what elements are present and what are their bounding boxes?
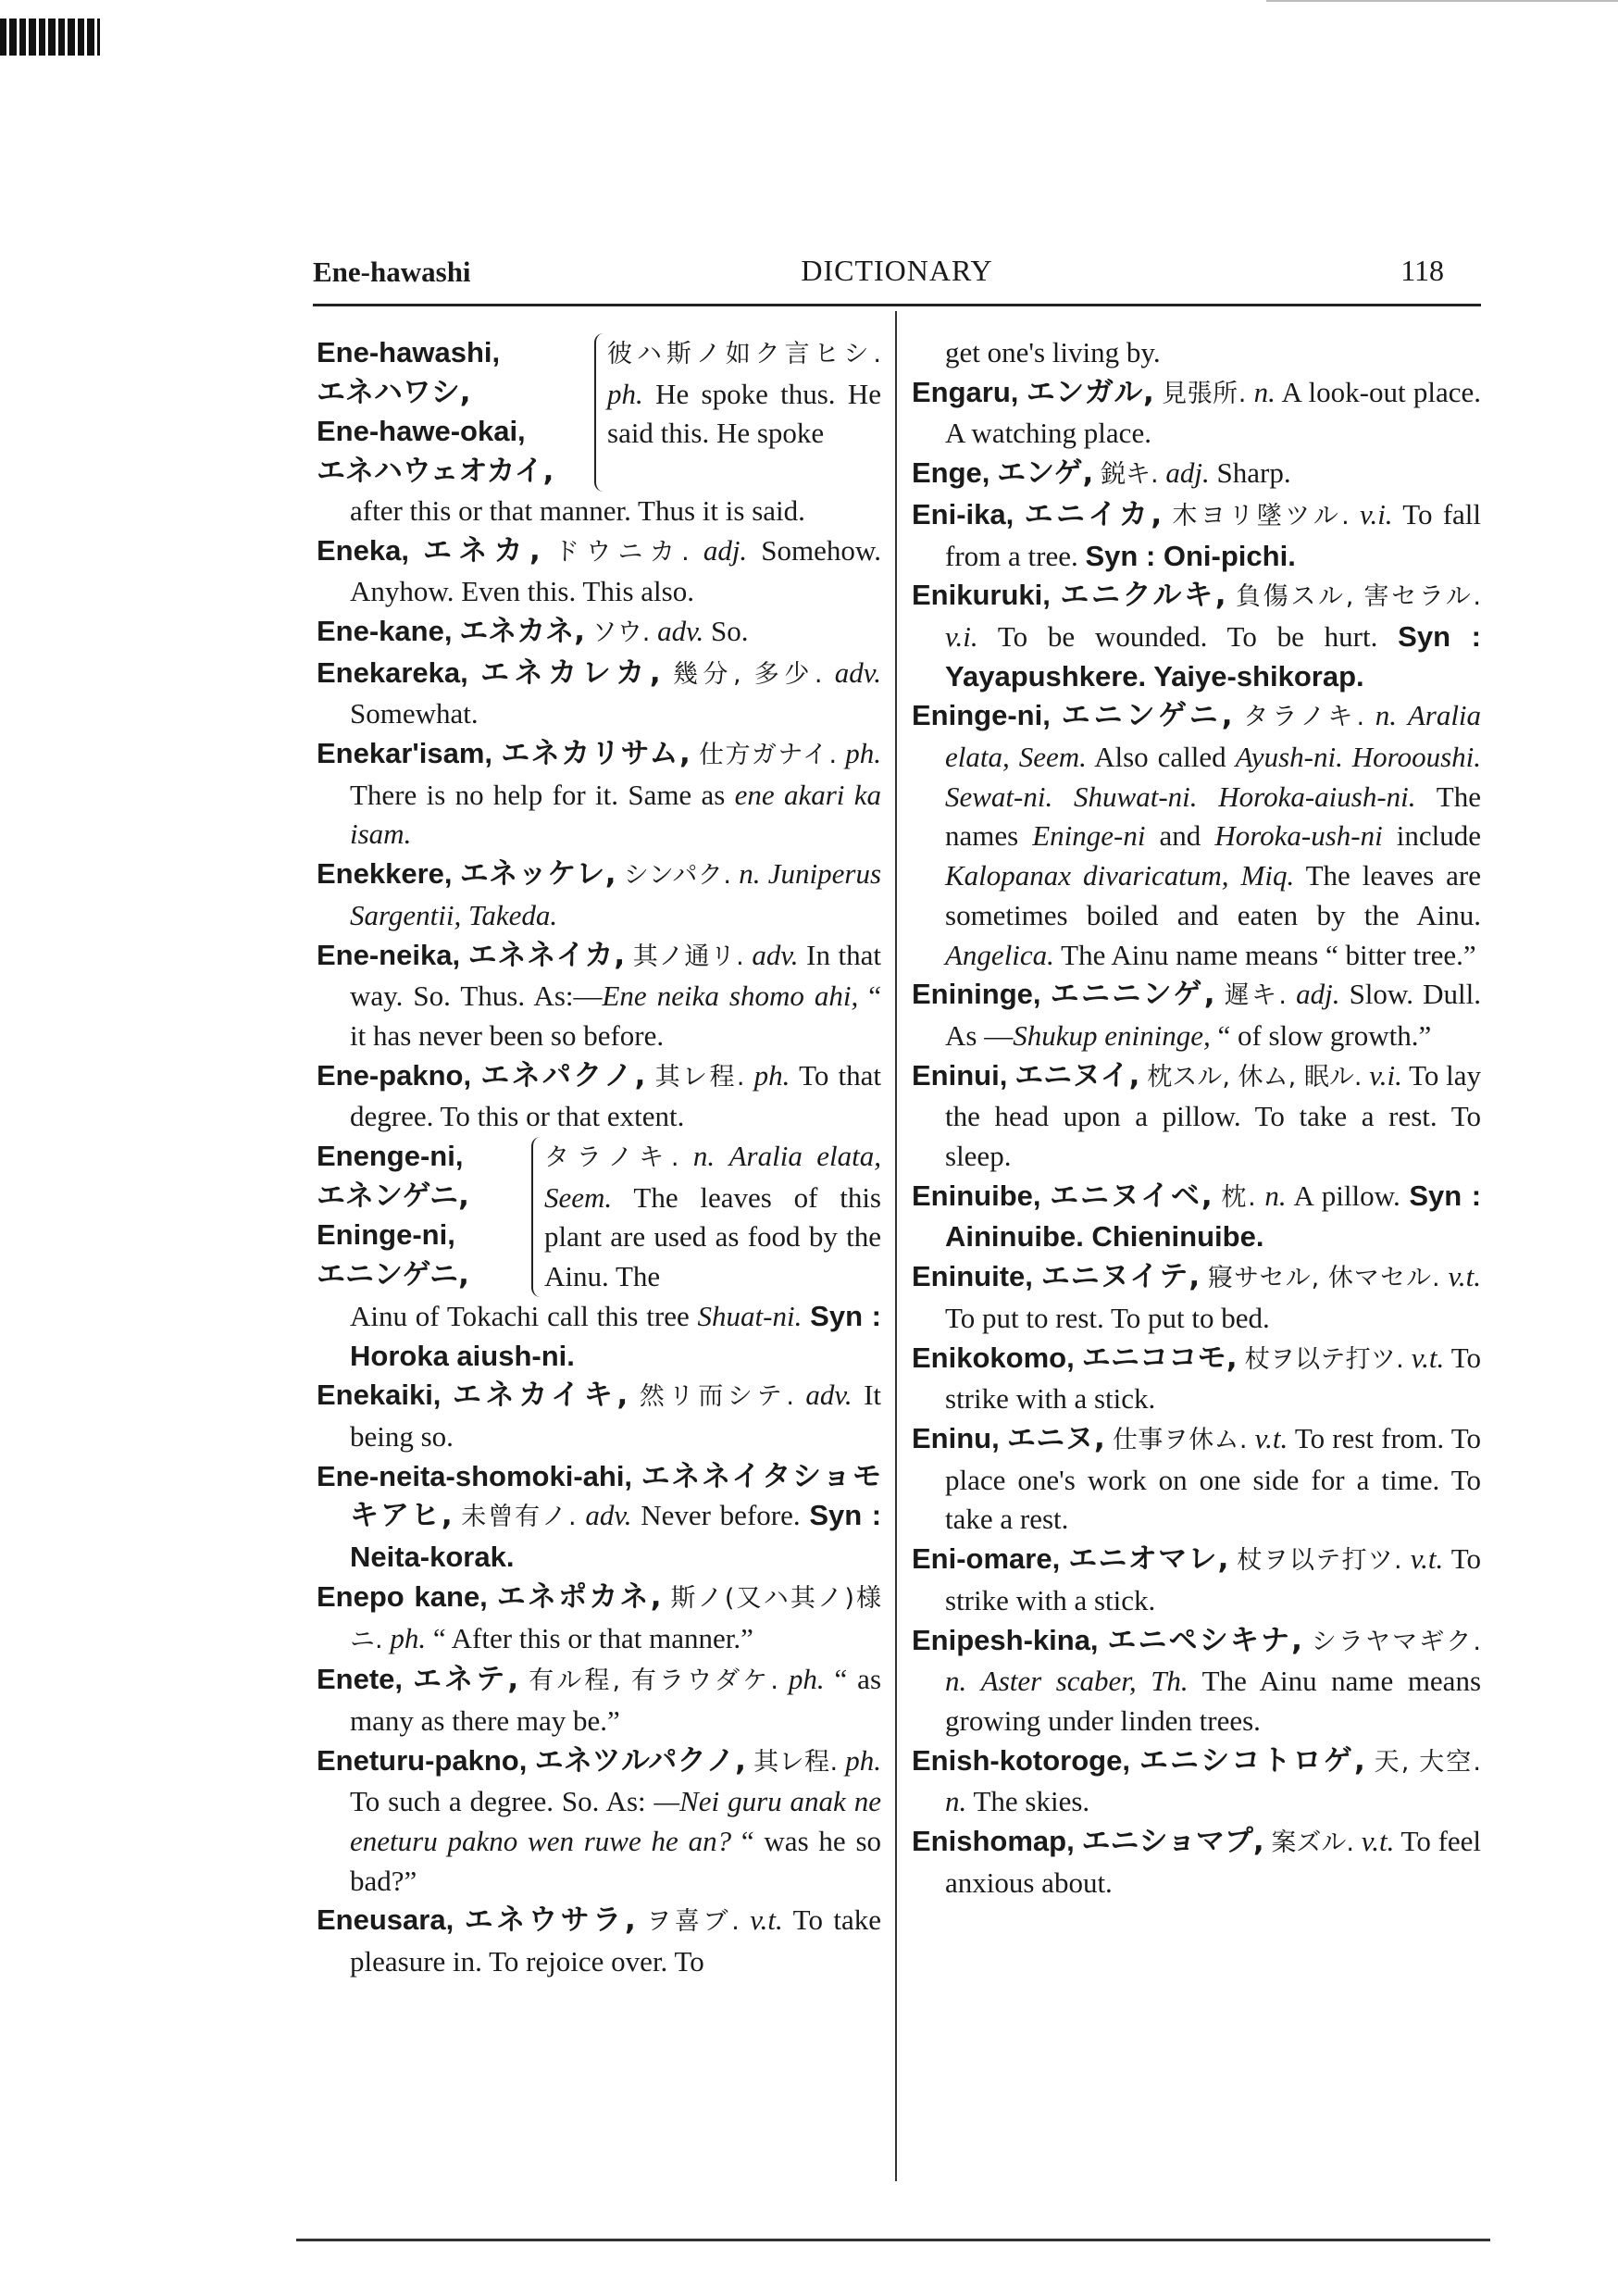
example-translation: “ of slow growth.” (1217, 1018, 1432, 1052)
part-of-speech: ph. (845, 1743, 882, 1777)
headword-kana: エネツルパクノ, (534, 1743, 746, 1778)
part-of-speech: ph. (845, 737, 882, 770)
japanese-gloss: ソウ. (591, 618, 651, 647)
entry-enipesh-kina (912, 1621, 1481, 1741)
definition: The Ainu name means “ bitter tree.” (1061, 938, 1476, 971)
headword: Enish-kotoroge, (912, 1743, 1130, 1777)
japanese-gloss: 幾分, 多少. (672, 659, 823, 689)
headword-kana: エネカ, (423, 533, 541, 568)
synonym: Syn : Yayapushkere. Yaiye-shikorap. (945, 619, 1481, 693)
headword: Enikuruki, (912, 579, 1051, 612)
japanese-gloss: 其レ程. (654, 1062, 745, 1092)
definition: “ as many as there may be.” (350, 1663, 882, 1737)
definition-continued (317, 1297, 881, 1376)
definition: To fall from a tree. (945, 497, 1482, 572)
scientific-name: Juniperus Sargentii, Takeda. (350, 857, 882, 931)
headword: Ene-hawashi, (317, 336, 501, 368)
japanese-gloss: 寢サセル, 休マセル. (1207, 1264, 1440, 1293)
headword-kana: エンガル, (1026, 375, 1154, 409)
scientific-name: Kalopanax divaricatum, Miq. (945, 859, 1295, 892)
definition: So. (711, 614, 749, 647)
headword: Enekareka, (317, 655, 468, 689)
headword-kana: エネパクノ, (480, 1058, 646, 1092)
example: Ene neika shomo ahi, (602, 980, 859, 1013)
footer-rule-gap (176, 2239, 296, 2241)
definition: To strike with a stick. (945, 1542, 1482, 1616)
headword: Eninge-ni, (317, 1218, 455, 1252)
entry-enekkere (317, 855, 881, 935)
entry-enekar-isam (317, 734, 881, 855)
entry-eninuite (912, 1257, 1481, 1338)
brace-definition (531, 1137, 881, 1297)
part-of-speech: v.t. (750, 1903, 783, 1937)
definition: To feel anxious about. (945, 1825, 1482, 1899)
headword-kana: エニイカ, (1024, 497, 1163, 531)
headword-kana: エネカレカ, (480, 655, 661, 690)
top-edge-rule (1266, 0, 1618, 2)
headword-kana: エニショマプ, (1081, 1825, 1264, 1859)
japanese-gloss: 未曾有ノ. (461, 1503, 577, 1532)
japanese-gloss: 木ヨリ墜ツル. (1172, 501, 1350, 530)
headword-kana: エニココモ, (1081, 1341, 1238, 1375)
headword: Eni-ika, (912, 497, 1014, 530)
headword-kana: エネカリサム, (501, 737, 691, 771)
japanese-gloss: 仕方ガナイ. (698, 741, 838, 770)
part-of-speech: v.t. (1448, 1260, 1482, 1293)
headword-kana: エニクルキ, (1060, 579, 1226, 613)
headword-kana: エニヌイベ, (1050, 1179, 1213, 1213)
definition: It being so. (350, 1379, 882, 1453)
footer-rule (176, 2239, 1490, 2241)
part-of-speech: n. (945, 1665, 967, 1698)
definition: The skies. (973, 1785, 1090, 1818)
entry-ene-neita-shomoki-ahi (317, 1457, 881, 1578)
headword: Eninuibe, (912, 1179, 1041, 1212)
part-of-speech: adv. (834, 655, 882, 689)
synonym: Syn : Horoka aiush-ni. (350, 1299, 882, 1372)
entry-eninge-ni (912, 696, 1481, 975)
definition: A pillow. (1293, 1179, 1400, 1212)
headword-kana: エネンゲニ, (317, 1179, 469, 1213)
japanese-gloss: 斯ノ(又ハ其ノ)様ニ. (350, 1583, 882, 1654)
header-guide-word: Ene-hawashi (313, 256, 471, 288)
scientific-name: Aster scaber, Th. (980, 1665, 1189, 1698)
japanese-gloss: 杖ヲ以テ打ツ. (1237, 1546, 1402, 1576)
definition: Ainu of Tokachi call this tree (350, 1299, 690, 1332)
japanese-gloss: 鋭キ. (1101, 460, 1159, 490)
scientific-name: Angelica. (945, 938, 1054, 971)
brace-definition (594, 333, 881, 492)
headword: Eneusara, (317, 1903, 454, 1937)
part-of-speech: adv. (585, 1499, 632, 1532)
japanese-gloss: 見張所. (1162, 379, 1247, 408)
headword: Ene-hawe-okai, (317, 415, 526, 448)
headword-kana: エニヌ, (1006, 1421, 1105, 1455)
headword-kana: エネッケレ, (459, 857, 616, 892)
headword: Eneka, (317, 533, 409, 567)
example-translation: “ it has never been so before. (350, 980, 882, 1052)
definition: To put to rest. To put to bed. (945, 1301, 1270, 1334)
part-of-speech: adv. (752, 938, 799, 971)
japanese-gloss: 彼ハ斯ノ如ク言ヒシ. (607, 340, 881, 368)
header-rule (313, 304, 1481, 306)
headword-kana: エネウサラ, (464, 1903, 636, 1938)
japanese-gloss: タラノキ. (1243, 703, 1365, 732)
headword-kana: エネポカネ, (496, 1579, 662, 1614)
headword-kana: エンゲ, (997, 456, 1094, 491)
headword: Eneturu-pakno, (317, 1743, 528, 1777)
entry-ene-hawashi (317, 333, 881, 492)
entry-enete (317, 1660, 881, 1741)
headword-kana: エネハウェオカイ, (317, 455, 554, 489)
part-of-speech: adv. (657, 614, 704, 647)
definition: “ After this or that manner.” (432, 1621, 753, 1654)
part-of-speech: n. (945, 1785, 967, 1818)
definition: There is no help for it. Same as (350, 778, 726, 811)
part-of-speech: n. (1253, 375, 1276, 408)
definition: The leaves of this plant are used as food by the Ainu. The (544, 1180, 881, 1293)
definition: include (1396, 819, 1482, 853)
japanese-gloss: ヲ喜ブ. (646, 1907, 740, 1937)
headword-kana: エニヌイテ, (1040, 1260, 1201, 1294)
definition: He spoke thus. He said this. He spoke (607, 377, 882, 450)
brace-headwords (317, 1137, 531, 1297)
part-of-speech: n. (1375, 699, 1398, 732)
entry-eni-ika (912, 495, 1481, 576)
part-of-speech: v.i. (945, 619, 978, 653)
headword: Enepo kane, (317, 1579, 488, 1613)
definition: To rest from. To place one's work on one side for a time. To take a rest. (945, 1421, 1481, 1536)
part-of-speech: v.t. (1254, 1421, 1288, 1454)
japanese-gloss: 負傷スル, 害セラル. (1235, 582, 1482, 612)
japanese-gloss: 然リ而シテ. (639, 1382, 794, 1412)
headword: Enipesh-kina, (912, 1623, 1099, 1656)
cross-reference: ene akari ka isam. (350, 778, 881, 851)
entry-enenge-ni (317, 1137, 881, 1297)
definition: In that way. So. Thus. As:— (350, 938, 882, 1013)
headword-kana: エネカイキ, (452, 1379, 629, 1413)
headword-kana: エネネイカ, (467, 938, 626, 972)
entry-eninui (912, 1056, 1481, 1177)
synonym: Syn : Neita-korak. (350, 1499, 882, 1574)
part-of-speech: adj. (1296, 978, 1340, 1011)
entry-enepo-kane (317, 1578, 881, 1660)
headword: Enekar'isam, (317, 737, 493, 770)
japanese-gloss: 有ル程, 有ラウダケ. (529, 1666, 778, 1696)
japanese-gloss: 其レ程. (753, 1747, 839, 1777)
entry-ene-neika (317, 936, 881, 1056)
part-of-speech: v.t. (1361, 1825, 1395, 1858)
entry-enishomap (912, 1822, 1481, 1903)
part-of-speech: v.i. (1369, 1058, 1402, 1092)
example-translation: “ was he so bad?” (350, 1825, 882, 1897)
part-of-speech: n. (739, 857, 761, 891)
column-divider (895, 311, 897, 2181)
definition: Somewhat. (350, 697, 479, 730)
name-reference: Horoka-ush-ni (1214, 819, 1383, 853)
local-name: Shuat-ni. (697, 1299, 803, 1332)
headword: Enge, (912, 456, 990, 490)
left-column (317, 333, 881, 1982)
headword: Engaru, (912, 375, 1019, 408)
definition: To take pleasure in. To rejoice over. To (350, 1903, 881, 1978)
headword-kana: エネハワシ, (317, 375, 471, 409)
headword-kana: エニンゲニ, (317, 1258, 469, 1292)
headword: Ene-neita-shomoki-ahi, (317, 1459, 633, 1492)
japanese-gloss: 仕事ヲ休ム. (1112, 1425, 1248, 1454)
brace-headwords (317, 333, 594, 492)
headword-kana: エニオマレ, (1068, 1542, 1229, 1577)
headword-kana: エニニンゲ, (1050, 978, 1215, 1012)
entry-enish-kotoroge (912, 1741, 1481, 1822)
headword: Eninuite, (912, 1260, 1033, 1293)
headword-kana: エネテ, (412, 1663, 519, 1697)
headword: Enete, (317, 1663, 404, 1696)
part-of-speech: v.i. (1359, 497, 1393, 530)
definition-continued: after this or that manner. Thus it is said. (350, 493, 805, 527)
japanese-gloss: 枕スル, 休ム, 眠ル. (1147, 1062, 1363, 1092)
part-of-speech: n. (1264, 1179, 1287, 1212)
headword-kana: エニペシキナ, (1107, 1623, 1302, 1657)
page-number: 118 (1400, 254, 1444, 287)
definition-continued: get one's living by. (945, 336, 1161, 368)
headword: Eninge-ni, (912, 699, 1051, 732)
definition: To lay the head upon a pillow. To take a rest. To sleep. (945, 1058, 1482, 1173)
entry-enininge (912, 975, 1481, 1055)
entry-ene-pakno (317, 1056, 881, 1137)
japanese-gloss: シラヤマギク. (1311, 1627, 1482, 1656)
entry-eneturu-pakno (317, 1741, 881, 1902)
headword: Eninu, (912, 1421, 1000, 1454)
scientific-name: Aralia elata, Seem. (945, 699, 1482, 774)
definition: Also called (1094, 741, 1226, 774)
part-of-speech: ph. (753, 1058, 790, 1092)
entry-eneka (317, 531, 881, 612)
japanese-gloss: ドウニカ. (554, 537, 690, 567)
part-of-speech: n. (692, 1140, 716, 1173)
entry-eneusara (317, 1901, 881, 1981)
headword-kana: エニシコトロゲ, (1139, 1743, 1365, 1778)
headword: Ene-neika, (317, 938, 461, 971)
part-of-speech: adj. (1165, 456, 1210, 490)
headword: Enininge, (912, 978, 1041, 1011)
part-of-speech: adj. (703, 533, 748, 567)
definition: The leaves are sometimes boiled and eaten by the Ainu. (945, 859, 1481, 931)
headword: Eninui, (912, 1058, 1008, 1092)
page-header (313, 248, 1481, 293)
headword: Enikokomo, (912, 1341, 1075, 1374)
example: —Nei guru anak ne eneturu pakno wen ruwe he an? (350, 1785, 881, 1858)
japanese-gloss: 天, 大空. (1374, 1747, 1482, 1777)
definition: The names (945, 780, 1481, 853)
scientific-name: Aralia elata, Seem. (544, 1140, 882, 1214)
japanese-gloss: シンパク. (623, 861, 731, 891)
part-of-speech: ph. (607, 377, 643, 410)
definition: Sharp. (1216, 456, 1291, 490)
entry-eninuibe (912, 1177, 1481, 1257)
scan-barcode-mark (0, 19, 100, 56)
alternate-names: Ayush-ni. Horooushi. Sewat-ni. Shuwat-ni. Horoka-aiush-ni. (945, 741, 1481, 813)
headword: Enekaiki, (317, 1379, 442, 1412)
definition: To that degree. To this or that extent. (350, 1058, 882, 1133)
definition: To strike with a stick. (945, 1341, 1482, 1416)
part-of-speech: v.t. (1410, 1542, 1444, 1576)
entry-eni-omare (912, 1540, 1481, 1620)
headword: Ene-kane, (317, 614, 453, 647)
headword-kana: エニヌイ, (1014, 1058, 1140, 1092)
headword-kana: エネカネ, (459, 614, 585, 648)
definition: To such a degree. So. As: (350, 1785, 646, 1818)
definition: Slow. Dull. As — (945, 978, 1482, 1052)
header-title: DICTIONARY (801, 254, 993, 287)
japanese-gloss: 案ズル. (1271, 1828, 1354, 1858)
entry-enekaiki (317, 1376, 881, 1456)
part-of-speech: ph. (788, 1663, 825, 1696)
entry-ene-kane (317, 612, 881, 654)
example: Shukup enininge, (1013, 1018, 1211, 1052)
headword: Ene-pakno, (317, 1058, 472, 1092)
entry-engaru (912, 373, 1481, 454)
headword-kana: エニンゲニ, (1061, 699, 1233, 733)
definition: The Ainu name means growing under linden trees. (945, 1665, 1482, 1737)
part-of-speech: v.t. (1411, 1341, 1445, 1374)
japanese-gloss: 其ノ通リ. (632, 942, 744, 971)
headword: Enishomap, (912, 1825, 1075, 1858)
headword: Enenge-ni, (317, 1140, 464, 1173)
entry-enikuruki (912, 576, 1481, 696)
japanese-gloss: タラノキ. (544, 1143, 679, 1173)
part-of-speech: adv. (805, 1379, 853, 1412)
headword: Eni-omare, (912, 1542, 1061, 1576)
definition: A look-out place. A watching place. (945, 375, 1482, 450)
entry-enekareka (317, 654, 881, 734)
name-reference: Eninge-ni (1032, 819, 1146, 853)
entry-enge (912, 454, 1481, 495)
part-of-speech: ph. (390, 1621, 427, 1654)
definition: Never before. (641, 1499, 801, 1532)
synonym: Syn : Aininuibe. Chieninuibe. (945, 1179, 1482, 1254)
definition: and (1159, 819, 1201, 853)
definition: To be wounded. To be hurt. (997, 619, 1378, 653)
entry-eninu (912, 1419, 1481, 1540)
synonym: Syn : Oni-pichi. (1085, 539, 1296, 572)
definition: Somehow. Anyhow. Even this. This also. (350, 533, 882, 608)
headword: Enekkere, (317, 857, 453, 891)
japanese-gloss: 杖ヲ以テ打ツ. (1244, 1344, 1404, 1374)
headword-kana: エネネイタショモキアヒ, (350, 1459, 882, 1533)
right-column (912, 333, 1481, 1903)
entry-enikokomo (912, 1339, 1481, 1419)
japanese-gloss: 枕. (1221, 1182, 1256, 1212)
japanese-gloss: 遲キ. (1224, 981, 1287, 1011)
